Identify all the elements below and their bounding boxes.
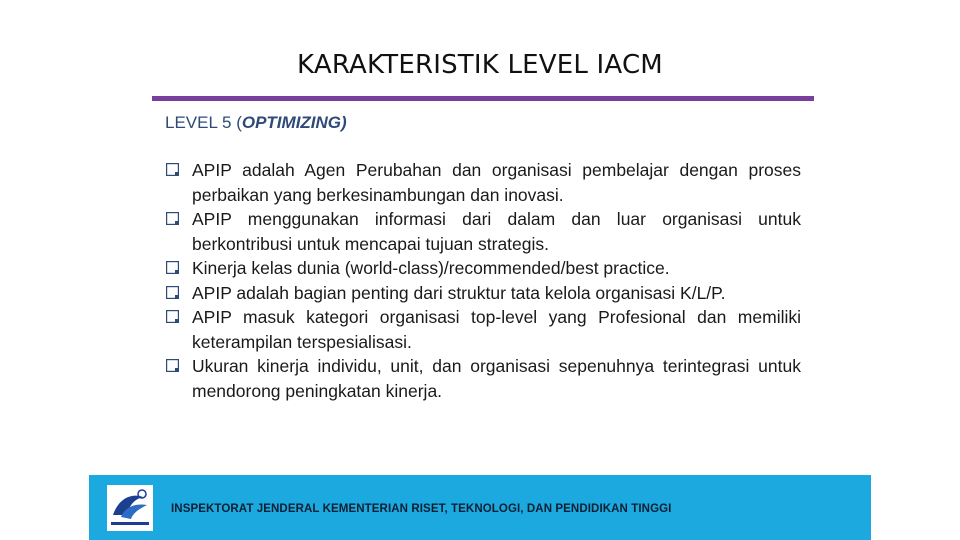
checkbox-icon bbox=[166, 261, 179, 274]
checkbox-icon bbox=[166, 212, 179, 225]
list-item bbox=[165, 158, 801, 207]
footer-bar bbox=[89, 475, 871, 540]
list-item bbox=[165, 281, 801, 306]
footer-text: INSPEKTORAT JENDERAL KEMENTERIAN RISET, TEKNOLOGI, DAN PENDIDIKAN TINGGI bbox=[171, 503, 672, 515]
slide-title: KARAKTERISTIK LEVEL IACM bbox=[297, 50, 663, 80]
subtitle-prefix: LEVEL 5 ( bbox=[165, 113, 242, 132]
list-item-text: Kinerja kelas dunia (world-class)/recommended/best practice. bbox=[192, 258, 670, 278]
checkbox-icon bbox=[166, 359, 179, 372]
list-item bbox=[165, 354, 801, 403]
title-divider bbox=[152, 96, 814, 101]
list-item-text: APIP adalah Agen Perubahan dan organisasi pembelajar dengan proses perbaikan yang berkesinambungan dan inovasi. bbox=[192, 160, 801, 205]
list-item bbox=[165, 256, 801, 281]
list-item-text: APIP adalah bagian penting dari struktur tata kelola organisasi K/L/P. bbox=[192, 282, 726, 303]
list-item-text: APIP masuk kategori organisasi top-level yang Profesional dan memiliki keterampilan terspesialisasi. bbox=[192, 307, 801, 352]
list-item-text: APIP menggunakan informasi dari dalam dan luar organisasi untuk berkontribusi untuk mencapai tujuan strategis. bbox=[192, 209, 801, 254]
characteristics-list bbox=[165, 158, 801, 403]
ristekdikti-logo-icon bbox=[107, 485, 153, 531]
checkbox-icon bbox=[166, 310, 179, 323]
checkbox-icon bbox=[166, 163, 179, 176]
list-item bbox=[165, 207, 801, 256]
checkbox-icon bbox=[166, 286, 179, 299]
list-item-text: Ukuran kinerja individu, unit, dan organisasi sepenuhnya terintegrasi untuk mendorong peningkatan kinerja. bbox=[192, 356, 801, 401]
level-subtitle bbox=[165, 113, 347, 133]
list-item bbox=[165, 305, 801, 354]
subtitle-italic: OPTIMIZING) bbox=[241, 113, 347, 132]
